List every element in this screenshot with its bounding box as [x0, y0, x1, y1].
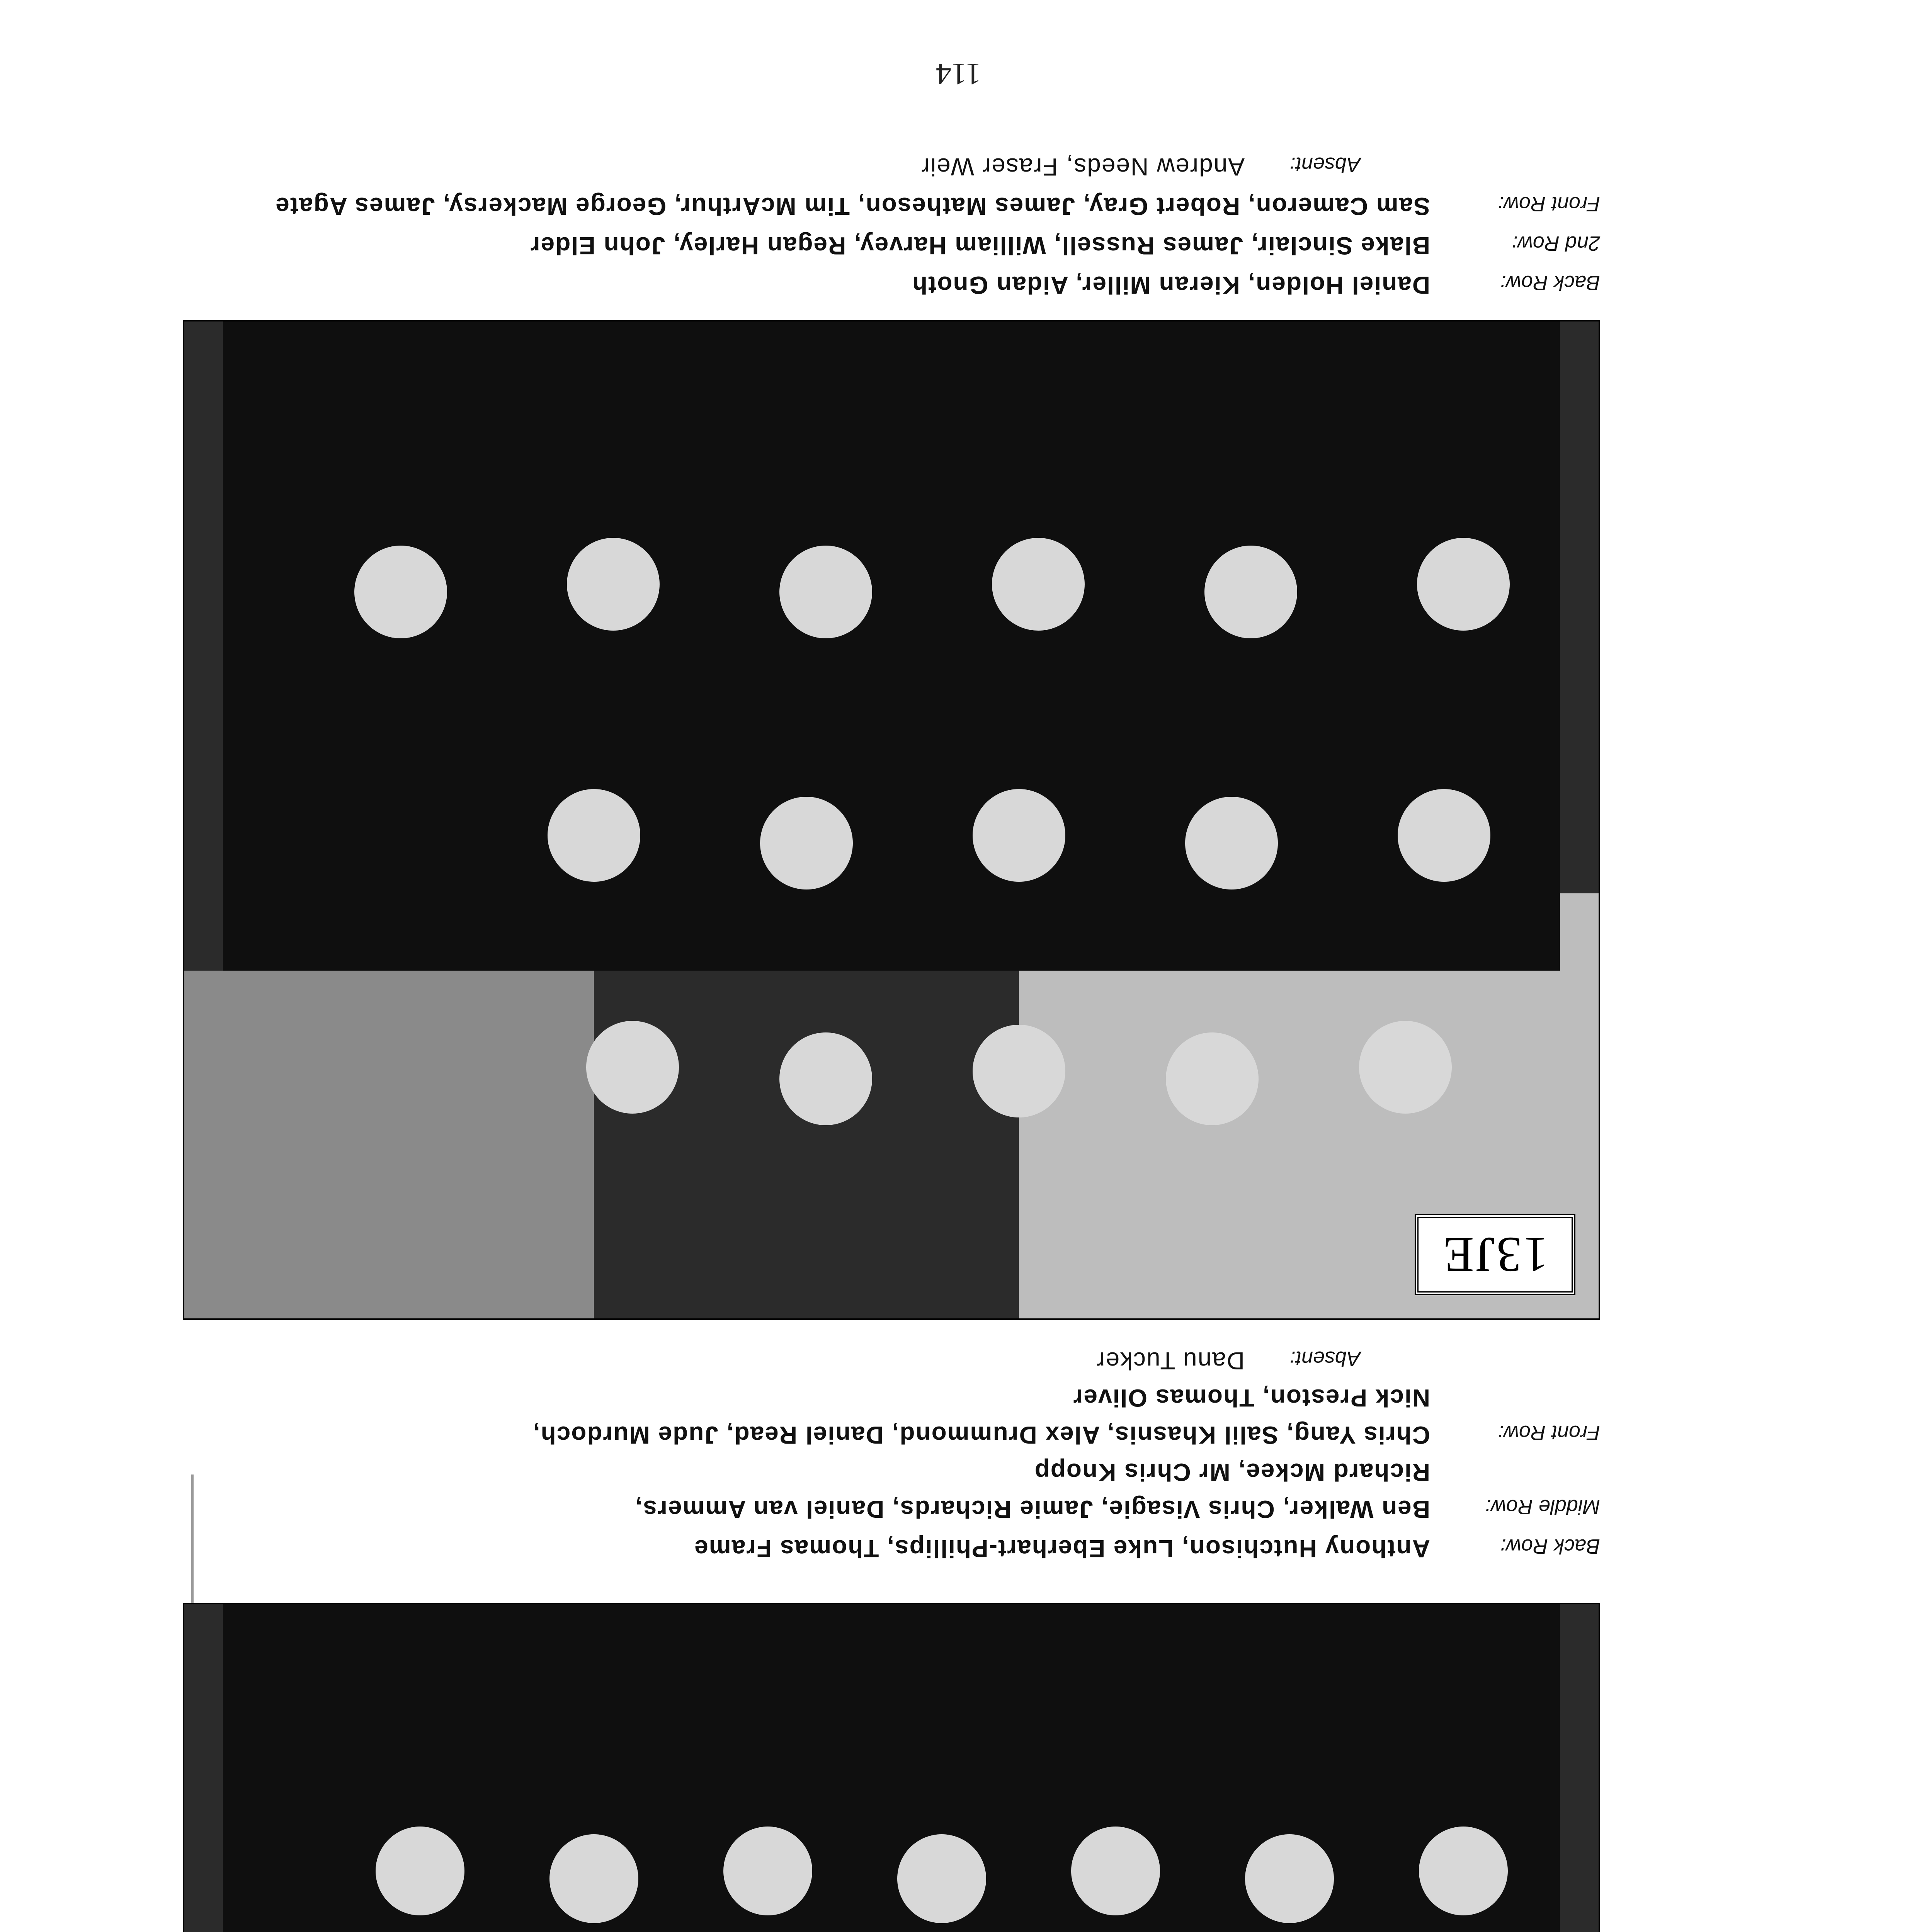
row-names: Chris Yang, Salil Khasnis, Alex Drummond, Daniel Read, Jude Murdoch, [532, 1421, 1430, 1449]
row-names-continued: Nick Preston, Thomas Oliver [1072, 1384, 1430, 1412]
row-label: Back Row: [1500, 1535, 1600, 1558]
caption-row-front [186, 1379, 1600, 1454]
caption-row-absent [186, 146, 1600, 185]
row-names: Blake Sinclair, James Russell, William Harvey, Regan Harley, John Elder [529, 232, 1430, 260]
row-names-group [186, 1454, 1430, 1528]
row-names: Sam Cameron, Robert Gray, James Matheson, Tim McArthur, George Mackersy, James Agate [275, 192, 1430, 220]
caption-row-middle [186, 1454, 1600, 1528]
class-photo [183, 320, 1600, 1320]
photo-caption [186, 146, 1600, 304]
row-names: Anthony Hutchison, Luke Eberhart-Phillips, Thomas Frame [694, 1535, 1430, 1563]
row-names-group [186, 1379, 1430, 1454]
class-label: 13JE [1415, 1214, 1575, 1295]
photo-caption [186, 1340, 1600, 1567]
row-label: 2nd Row: [1512, 232, 1600, 255]
caption-row-front [186, 185, 1600, 225]
caption-row-second [186, 225, 1600, 264]
class-photo-image [184, 1604, 1599, 1932]
row-names: Daniel Holden, Kieran Miller, Aidan Gnoth [912, 271, 1430, 299]
row-label: Middle Row: [1485, 1495, 1600, 1519]
row-names: Danu Tucker [1096, 1347, 1245, 1375]
caption-row-absent [186, 1340, 1600, 1379]
row-label: Back Row: [1500, 271, 1600, 294]
caption-row-back [186, 1528, 1600, 1567]
row-names: Ben Walker, Chris Visagie, Jamie Richards, Daniel van Ammers, [634, 1495, 1430, 1523]
row-label: Absent: [1289, 153, 1361, 176]
row-label: Absent: [1289, 1347, 1361, 1370]
caption-row-back [186, 264, 1600, 304]
row-label: Front Row: [1498, 1421, 1600, 1444]
page-number: 114 [936, 57, 981, 91]
row-names-continued: Richard Mckee, Mr Chris Knopp [1034, 1458, 1430, 1486]
row-label: Front Row: [1498, 192, 1600, 216]
class-photo [183, 1603, 1600, 1932]
row-names: Andrew Needs, Fraser Weir [920, 153, 1245, 181]
class-photo-image [184, 321, 1599, 1318]
